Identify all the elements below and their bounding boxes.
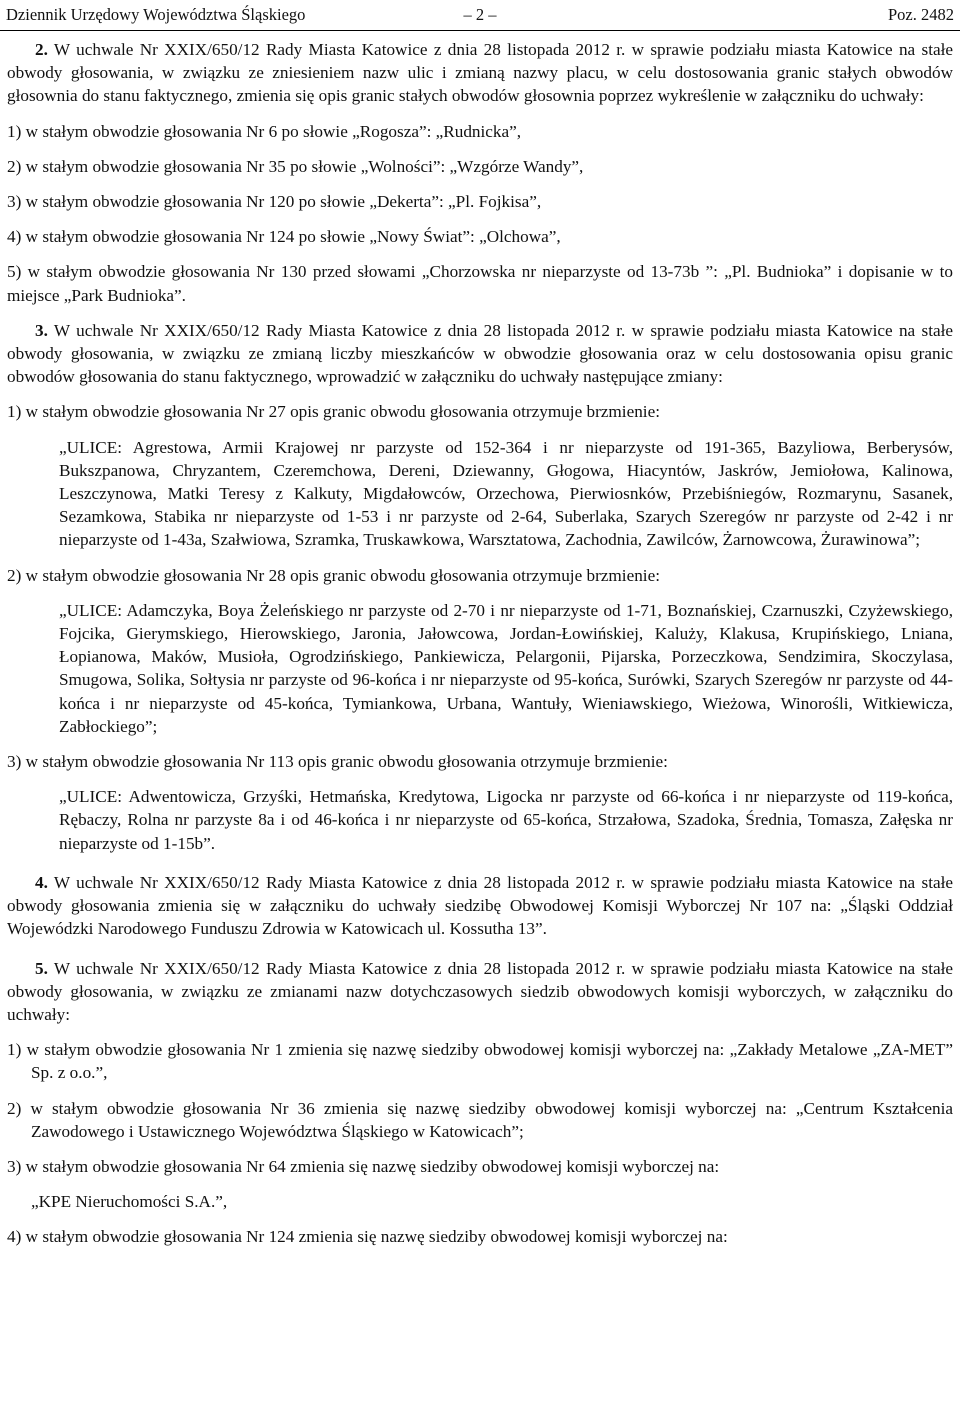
section-5-item-2: 2) w stałym obwodzie głosowania Nr 36 zmienia się nazwę siedziby obwodowej komisji wyborczej na: „Centrum Kształcenia Zawodowego i Ustawicznego Województwa Śląskiego w Katowicach”; bbox=[7, 1098, 953, 1141]
journal-title: Dziennik Urzędowy Województwa Śląskiego bbox=[6, 5, 306, 24]
section-3-item-1-intro: 1) w stałym obwodzie głosowania Nr 27 opis granic obwodu głosowania otrzymuje brzmienie: bbox=[7, 402, 660, 422]
section-5 bbox=[7, 957, 953, 1027]
section-5-item-1: 1) w stałym obwodzie głosowania Nr 1 zmienia się nazwę siedziby obwodowej komisji wyborczej na: „Zakłady Metalowe „ZA-MET” Sp. z o.o.”, bbox=[7, 1040, 953, 1083]
section-2-item-3: 3) w stałym obwodzie głosowania Nr 120 po słowie „Dekerta”: „Pl. Fojkisa”, bbox=[7, 192, 542, 212]
section-5-item-4-intro: 4) w stałym obwodzie głosowania Nr 124 zmienia się nazwę siedziby obwodowej komisji wyborczej na: bbox=[7, 1227, 728, 1247]
section-2-item-2: 2) w stałym obwodzie głosowania Nr 35 po słowie „Wolności”: „Wzgórze Wandy”, bbox=[7, 156, 584, 176]
section-3 bbox=[7, 319, 953, 389]
section-4-number: 4. bbox=[35, 872, 48, 892]
section-4 bbox=[7, 871, 953, 941]
section-3-text: W uchwale Nr XXIX/650/12 Rady Miasta Katowice z dnia 28 listopada 2012 r. w sprawie podziału miasta Katowice na stałe obwody głosowania, w związku ze zmianą liczby mieszkańców w obwodzie głosowania oraz w celu dostosowania opisu granic obwodów głosowania do stanu faktycznego, wprowadzić w załączniku do uchwały następujące zmiany: bbox=[7, 320, 953, 387]
section-5-item-3-intro: 3) w stałym obwodzie głosowania Nr 64 zmienia się nazwę siedziby obwodowej komisji wyborczej na: bbox=[7, 1156, 720, 1176]
section-2-item-4: 4) w stałym obwodzie głosowania Nr 124 po słowie „Nowy Świat”: „Olchowa”, bbox=[7, 227, 561, 247]
section-3-item-3-streets: „ULICE: Adwentowicza, Grzyśki, Hetmańska, Kredytowa, Ligocka nr parzyste od 66-końca i nr nieparzyste od 119-końca, Rębaczy, Rolna nr parzyste 8a i od 46-końca i nr nieparzyste od 65-końca, Strzałowa, Szadoka, Średnia, Tomasza, Załęska nr nieparzyste od 1-15b”. bbox=[59, 787, 953, 853]
page-number: – 2 – bbox=[463, 5, 497, 24]
section-2-item-1: 1) w stałym obwodzie głosowania Nr 6 po słowie „Rogosza”: „Rudnicka”, bbox=[7, 121, 522, 141]
section-2-text: W uchwale Nr XXIX/650/12 Rady Miasta Katowice z dnia 28 listopada 2012 r. w sprawie podziału miasta Katowice na stałe obwody głosowania, w związku ze zniesieniem nazw ulic i zmianą nazwy placu, w celu dostosowania granic stałych obwodów głosownia do stanu faktycznego, zmienia się opis granic stałych obwodów głosownia poprzez wykreślenie w załączniku do uchwały: bbox=[7, 40, 953, 106]
section-4-text: W uchwale Nr XXIX/650/12 Rady Miasta Katowice z dnia 28 listopada 2012 r. w sprawie podziału miasta Katowice na stałe obwody głosowania zmienia się w załączniku do uchwały siedzibę Obwodowej Komisji Wyborczej Nr 107 na: „Śląski Oddział Wojewódzki Narodowego Funduszu Zdrowia w Katowicach ul. Kossutha 13”. bbox=[7, 872, 953, 939]
section-5-item-3-name: „KPE Nieruchomości S.A.”, bbox=[31, 1192, 228, 1212]
section-3-item-2-intro: 2) w stałym obwodzie głosowania Nr 28 opis granic obwodu głosowania otrzymuje brzmienie: bbox=[7, 565, 660, 585]
section-5-number: 5. bbox=[35, 958, 48, 978]
section-2-number: 2. bbox=[35, 40, 48, 59]
section-3-item-1-streets: „ULICE: Agrestowa, Armii Krajowej nr parzyste od 152-364 i nr nieparzyste od 191-365, Bazyliowa, Berberysów, Bukszpanowa, Chryzantem, Czeremchowa, Dereni, Dziewanny, Głogowa, Hiacyntów, Jaskrów, Jemiołowa, Kalinowa, Leszczynowa, Matki Teresy z Kalkuty, Migdałowców, Orzechowa, Pierwiosnków, Przebiśniegów, Rozmarynu, Sasanek, Sezamkowa, Stabika nr nieparzyste od 1-53 i nr parzyste od 2-64, Suberlaka, Szarych Szeregów nr parzyste od 2-42 i nr nieparzyste od 1-43a, Szałwiowa, Szramka, Truskawkowa, Warsztatowa, Zachodnia, Zawilców, Żarnowcowa, Żurawinowa”; bbox=[59, 437, 953, 550]
section-2-item-5: 5) w stałym obwodzie głosowania Nr 130 przed słowami „Chorzowska nr nieparzyste od 13-73b ”: „Pl. Budnioka” i dopisanie w to miejsce „Park Budnioka”. bbox=[7, 262, 953, 305]
page-header bbox=[0, 0, 960, 31]
section-2 bbox=[7, 38, 953, 108]
section-3-item-3-intro: 3) w stałym obwodzie głosowania Nr 113 opis granic obwodu głosowania otrzymuje brzmienie: bbox=[7, 752, 668, 772]
document-body bbox=[7, 38, 953, 1249]
position-number: Poz. 2482 bbox=[888, 5, 954, 24]
section-3-item-2-streets: „ULICE: Adamczyka, Boya Żeleńskiego nr parzyste od 2-70 i nr nieparzyste od 1-71, Boznańskiej, Czarnuszki, Czyżewskiego, Fojcika, Gierymskiego, Hierowskiego, Jaronia, Jałowcowa, Jordan-Łowińskiej, Kaluży, Klakusa, Krupińskiego, Lniana, Łopianowa, Maków, Musioła, Ogrodzińskiego, Pankiewicza, Pelargonii, Pijarska, Porzeczkowa, Sendzimira, Skoczylasa, Smugowa, Solika, Sołtysia nr parzyste od 96-końca i nr nieparzyste od 95-końca, Surówki, Szarych Szeregów nr parzyste od 44-końca i nr nieparzyste od 45-końca, Tymiankowa, Urbana, Wantuły, Wieniawskiego, Wieżowa, Winorośli, Witkiewicza, Zabłockiego”; bbox=[59, 600, 953, 736]
section-5-text: W uchwale Nr XXIX/650/12 Rady Miasta Katowice z dnia 28 listopada 2012 r. w sprawie podziału miasta Katowice na stałe obwody głosowania, w związku ze zmianami nazw dotychczasowych siedzib obwodowych komisji wyborczych, w załączniku do uchwały: bbox=[7, 958, 953, 1024]
section-3-number: 3. bbox=[35, 320, 48, 340]
